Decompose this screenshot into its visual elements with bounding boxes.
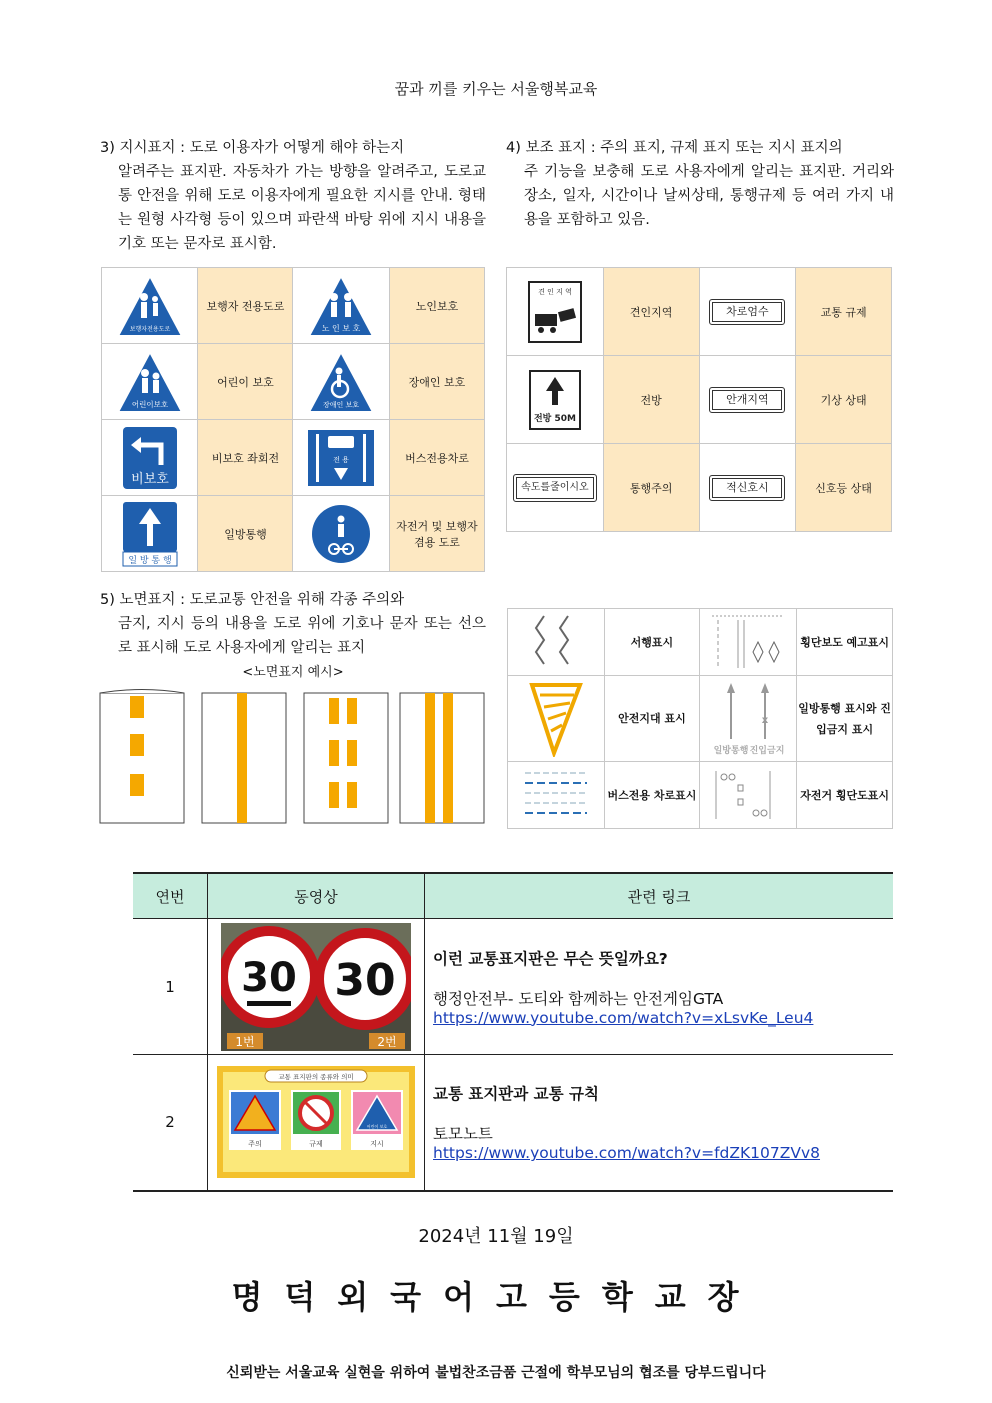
row-number: 1 xyxy=(133,919,208,1055)
label-ahead: 전방 xyxy=(603,356,699,444)
row-number: 2 xyxy=(133,1055,208,1191)
mark-bus-lane xyxy=(508,762,605,829)
mark-crosswalk-notice xyxy=(700,609,797,676)
section5-body: 금지, 지시 등의 내용을 도로 위에 기호나 문자 또는 선으로 표시해 도로 사용자에게 알리는 표지 xyxy=(118,616,486,656)
link-source-2: 토모노트 xyxy=(433,1125,493,1144)
sign-disabled-protection xyxy=(293,344,389,420)
sign-elderly-protection-text: 노 인 보 호 xyxy=(321,323,361,333)
label-slow-mark: 서행표시 xyxy=(604,609,700,676)
link-title-1: 이런 교통표지판은 무슨 뜻일까요? xyxy=(433,949,668,968)
sign-one-way-text: 일 방 통 행 xyxy=(128,555,172,566)
road-example-double-solid xyxy=(400,693,484,823)
sign-ahead-50m-text: 전방 50M xyxy=(533,413,576,424)
aux-signs-table xyxy=(506,267,892,532)
sign-one-way xyxy=(102,496,198,572)
plate-red-signal: 적신호시 xyxy=(709,475,785,501)
label-bus-lane: 버스전용차로 xyxy=(389,420,484,496)
svg-text:x: x xyxy=(762,714,769,726)
road-marking-caption: <노면표지 예시> xyxy=(242,665,344,680)
plate-fog-zone-cell xyxy=(699,356,796,444)
sign-unprotected-left-text: 비보호 xyxy=(130,471,169,487)
link-cell-1 xyxy=(425,919,894,1055)
plate-fog-zone: 안개지역 xyxy=(709,387,785,413)
link-source-1: 행정안전부- 도티와 함께하는 안전게임GTA xyxy=(433,989,724,1008)
thumb2-sign-c-text: 어린이 보호 xyxy=(366,1124,388,1130)
sign-elderly-protection xyxy=(293,268,389,344)
sign-disabled-protection-text: 장애인 보호 xyxy=(323,400,360,409)
label-weather: 기상 상태 xyxy=(796,356,892,444)
school-principal: 명덕외국어고등학교장 xyxy=(231,1278,761,1316)
section4-first-line: 4) 보조 표지 : 주의 표지, 규제 표지 또는 지시 표지의 xyxy=(506,140,843,156)
col-header-number: 연번 xyxy=(133,873,208,919)
road-marking-examples xyxy=(97,688,489,828)
label-elderly-protection: 노인보호 xyxy=(389,268,484,344)
mark-oneway-text: 일방통행 xyxy=(713,745,749,756)
road-example-solid xyxy=(202,693,286,823)
section3-text xyxy=(100,136,486,256)
label-bus-lane-mark: 버스전용 차로표시 xyxy=(604,762,700,829)
sign-towing-zone-text: 견 인 지 역 xyxy=(538,287,572,296)
section4-body: 주 기능을 보충해 도로 사용자에게 알리는 표지판. 거리와 장소, 일자, 시간이나 날씨상태, 통행규제 등 여러 가지 내용을 포함하고 있음. xyxy=(524,164,894,228)
thumb1-tag-b: 2번 xyxy=(377,1034,397,1049)
plate-red-signal-cell xyxy=(699,444,796,532)
label-child-protection: 어린이 보호 xyxy=(198,344,293,420)
thumb2-label-a: 주의 xyxy=(248,1140,262,1149)
sign-bus-lane xyxy=(293,420,389,496)
footer-notice: 신뢰받는 서울교육 실현을 위하여 불법찬조금품 근절에 학부모님의 협조를 당부드립니다 xyxy=(226,1365,766,1381)
label-one-way: 일방통행 xyxy=(198,496,293,572)
thumb2-label-b: 규제 xyxy=(309,1140,323,1149)
instruction-signs-table xyxy=(101,267,485,572)
label-crosswalk-notice: 횡단보도 예고표시 xyxy=(797,609,893,676)
video-links-table xyxy=(133,872,893,1192)
plate-keep-lane-cell xyxy=(699,268,796,356)
mark-slow-zigzag xyxy=(508,609,605,676)
road-markings-table xyxy=(507,608,893,829)
label-signal-state: 신호등 상태 xyxy=(796,444,892,532)
section3-body: 알려주는 표지판. 자동차가 가는 방향을 알려주고, 도로교통 안전을 위해 도로 이용자에게 필요한 지시를 안내. 형태는 원형 사각형 등이 있으며 파란색 바탕 위에 지시 내용을 기호 또는 문자로 표시함. xyxy=(118,164,486,252)
sign-child-protection-text: 어린이보호 xyxy=(131,399,168,409)
road-example-dashed xyxy=(100,690,184,824)
thumb2-label-c: 지시 xyxy=(370,1140,384,1149)
plate-slow-down-cell xyxy=(507,444,604,532)
plate-slow-down: 속도를줄이시오 xyxy=(513,474,597,502)
sign-unprotected-left xyxy=(102,420,198,496)
sign-bike-pedestrian xyxy=(293,496,389,572)
sign-ahead-50m xyxy=(507,356,604,444)
section5-first-line: 5) 노면표지 : 도로교통 안전을 위해 각종 주의와 xyxy=(100,592,405,608)
label-bike-crossing: 자전거 횡단도표시 xyxy=(797,762,893,829)
label-towing-zone: 견인지역 xyxy=(603,268,699,356)
label-disabled-protection: 장애인 보호 xyxy=(389,344,484,420)
video-thumbnail-1[interactable] xyxy=(208,919,425,1055)
section3-first-line: 3) 지시표지 : 도로 이용자가 어떻게 해야 하는지 xyxy=(100,140,405,156)
road-example-double-dashed xyxy=(304,693,388,823)
sign-pedestrian-only-text: 보행자전용도로 xyxy=(129,325,170,333)
table-row xyxy=(133,919,893,1055)
sign-towing-zone xyxy=(507,268,604,356)
label-pedestrian-only: 보행자 전용도로 xyxy=(198,268,293,344)
label-oneway-noentry: 일방통행 표시와 진입금지 표시 xyxy=(797,676,893,762)
section4-text xyxy=(506,136,894,232)
table-row xyxy=(133,1055,893,1191)
thumb2-title: 교통 표지판의 종류와 의미 xyxy=(278,1073,354,1082)
mark-safety-zone xyxy=(508,676,605,762)
col-header-video: 동영상 xyxy=(208,873,425,919)
sign-pedestrian-only xyxy=(102,268,198,344)
thumb1-sign-a-text: 30 xyxy=(241,954,297,1001)
page-header: 꿈과 끼를 키우는 서울행복교육 xyxy=(394,80,598,98)
link-url-1[interactable]: https://www.youtube.com/watch?v=xLsvKe_Leu4 xyxy=(433,1008,814,1027)
link-title-2: 교통 표지판과 교통 규칙 xyxy=(433,1085,599,1104)
sign-bus-lane-text: 전 용 xyxy=(333,455,350,464)
col-header-links: 관련 링크 xyxy=(425,873,894,919)
label-traffic-regulation: 교통 규제 xyxy=(796,268,892,356)
thumb1-tag-a: 1번 xyxy=(235,1034,255,1049)
label-safety-zone: 안전지대 표시 xyxy=(604,676,700,762)
link-url-2[interactable]: https://www.youtube.com/watch?v=fdZK107ZVv8 xyxy=(433,1144,821,1163)
label-unprotected-left: 비보호 좌회전 xyxy=(198,420,293,496)
section5-text xyxy=(100,588,486,660)
issue-date: 2024년 11월 19일 xyxy=(418,1226,574,1247)
mark-oneway-noentry xyxy=(700,676,797,762)
label-bike-pedestrian: 자전거 및 보행자 겸용 도로 xyxy=(389,496,484,572)
sign-child-protection xyxy=(102,344,198,420)
video-thumbnail-2[interactable] xyxy=(208,1055,425,1191)
label-caution-passage: 통행주의 xyxy=(603,444,699,532)
mark-bike-crossing xyxy=(700,762,797,829)
plate-keep-lane: 차로엄수 xyxy=(709,299,785,325)
link-cell-2 xyxy=(425,1055,894,1191)
thumb1-sign-b-text: 30 xyxy=(334,954,396,1006)
mark-noentry-text: 진입금지 xyxy=(749,745,785,756)
